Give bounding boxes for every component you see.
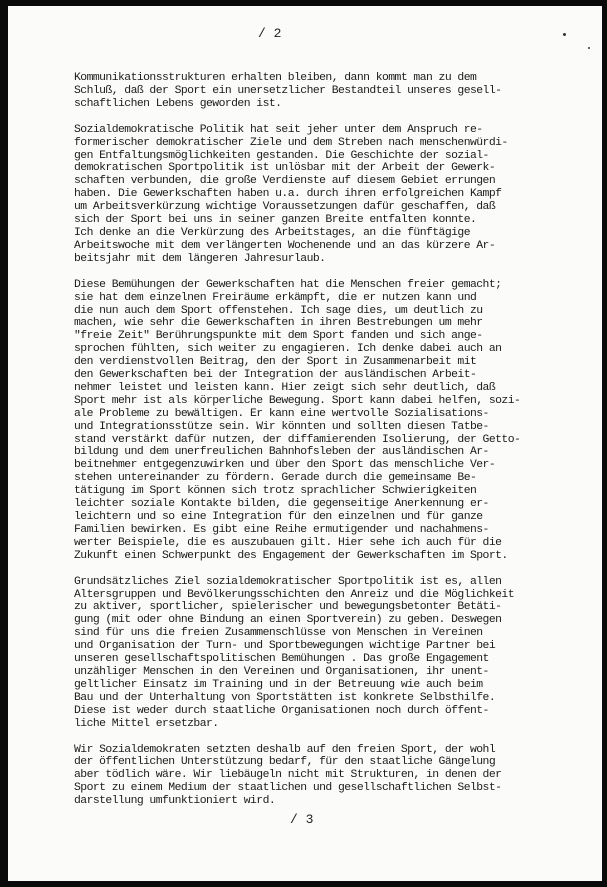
text-line: den verdienstvollen Beitrag, den der Sport in Zusammenarbeit mit <box>74 356 477 369</box>
text-line: leichter soziale Kontakte bilden, die gegenseitige Anerkennung er- <box>74 498 489 511</box>
text-line: Kommunikationsstrukturen erhalten bleiben, dann kommt man zu dem <box>74 72 477 84</box>
text-line: der öffentlichen Unterstützung bedarf, für den staatliche Gängelung <box>74 756 496 769</box>
text-line: Zukunft einen Schwerpunkt des Engagement der Gewerkschaften im Sport. <box>74 549 508 562</box>
text-line: Arbeitswoche mit dem verlängerten Wochenende und an das kürzere Ar- <box>74 239 496 252</box>
text-line: schaften verbunden, die große Verdienste auf diesem Gebiet errungen <box>74 175 496 188</box>
text-line: nehmer leistet und leisten kann. Hier zeigt sich sehr deutlich, daß <box>74 381 496 394</box>
text-line: tätigung im Sport können sich trotz sprachlicher Schwierigkeiten <box>74 485 477 498</box>
text-line: beitnehmer entgegenzuwirken und über den Sport das menschliche Ver- <box>74 459 496 472</box>
paragraph <box>74 279 579 563</box>
next-page-number: / 3 <box>290 812 314 827</box>
text-line: bildung und dem unerfreulichen Bahnhofsleben der ausländischen Ar- <box>74 446 489 459</box>
paragraph <box>74 124 579 266</box>
text-line: stand verstärkt dafür nutzen, der diffamierenden Isolierung, der Getto- <box>74 433 521 446</box>
text-line: sie hat dem einzelnen Freiräume erkämpft, die er nutzen kann und <box>74 291 477 304</box>
text-line: Schluß, daß der Sport ein unersetzlicher Bestandteil unseres gesell- <box>74 84 502 97</box>
text-line: Grundsätzliches Ziel sozialdemokratischer Sportpolitik ist es, allen <box>74 575 502 588</box>
text-line: machen, wie sehr die Gewerkschaften in ihren Bestrebungen um mehr <box>74 317 483 330</box>
text-line: beitsjahr mit dem längeren Jahresurlaub. <box>74 252 326 265</box>
text-line: die nun auch dem Sport offenstehen. Ich sage dies, um deutlich zu <box>74 304 483 317</box>
text-line: gen Entfaltungsmöglichkeiten gestanden. Die Geschichte der sozial- <box>74 149 489 162</box>
text-line: den Gewerkschaften bei der Integration der ausländischen Arbeit- <box>74 369 477 382</box>
text-line: geltlicher Einsatz im Training und in der Betreuung wie auch beim <box>74 678 483 691</box>
text-line: Sport mehr ist als körperliche Bewegung. Sport kann dabei helfen, sozi- <box>74 394 521 407</box>
scan-speck <box>588 47 590 49</box>
text-line: und Integrationsstütze sein. Wir könnten und sollten diesen Tatbe- <box>74 420 489 433</box>
document-page <box>8 6 602 881</box>
text-line: Sozialdemokratische Politik hat seit jeher unter dem Anspruch re- <box>74 123 483 136</box>
text-line: darstellung umfunktioniert wird. <box>74 795 276 808</box>
page-number: / 2 <box>258 26 282 41</box>
text-line: gung (mit oder ohne Bindung an einen Sportverein) zu geben. Deswegen <box>74 614 502 627</box>
text-line: "freie Zeit" Berührungspunkte mit dem Sport fanden und sich ange- <box>74 330 483 343</box>
body-text <box>74 72 579 821</box>
text-line: aber tödlich wäre. Wir liebäugeln nicht mit Strukturen, in denen der <box>74 769 502 782</box>
text-line: formerischer demokratischer Ziele und dem Streben nach menschenwürdi- <box>74 136 508 149</box>
text-line: Diese Bemühungen der Gewerkschaften hat die Menschen freier gemacht; <box>74 278 502 291</box>
text-line: liche Mittel ersetzbar. <box>74 717 219 730</box>
text-line: leichtern und so eine Integration für den einzelnen und für ganze <box>74 511 483 523</box>
text-line: Familien bewirken. Es gibt eine Reihe ermutigender und nachahmens- <box>74 523 489 536</box>
paragraph <box>74 576 579 731</box>
text-line: Wir Sozialdemokraten setzten deshalb auf den freien Sport, der wohl <box>74 743 496 756</box>
paragraph <box>74 744 579 809</box>
text-line: sind für uns die freien Zusammenschlüsse von Menschen in Vereinen <box>74 627 483 640</box>
paragraph <box>74 72 579 111</box>
text-line: unseren gesellschaftspolitischen Bemühungen . Das große Engagement <box>74 653 489 666</box>
text-line: Diese ist weder durch staatliche Organisationen noch durch öffent- <box>74 704 489 717</box>
text-line: zu aktiver, sportlicher, spielerischer und bewegungsbetonter Betäti- <box>74 601 502 614</box>
text-line: Sport zu einem Medium der staatlichen und gesellschaftlichen Selbst- <box>74 782 502 795</box>
text-line: sprochen fühlten, sich weiter zu engagieren. Ich denke dabei auch an <box>74 343 502 356</box>
text-line: und Organisation der Turn- und Sportbewegungen wichtige Partner bei <box>74 640 496 653</box>
text-line: demokratischen Sportpolitik ist unlösbar mit der Arbeit der Gewerk- <box>74 162 496 175</box>
scan-speck <box>563 33 566 36</box>
text-line: stehen untereinander zu fördern. Gerade durch die gemeinsame Be- <box>74 472 477 485</box>
text-line: Altersgruppen und Bevölkerungsschichten den Anreiz und die Möglichkeit <box>74 588 514 601</box>
text-line: haben. Die Gewerkschaften haben u.a. durch ihren erfolgreichen Kampf <box>74 188 502 201</box>
text-line: um Arbeitsverkürzung wichtige Voraussetzungen dafür geschaffen, daß <box>74 201 496 214</box>
text-line: sich der Sport bei uns in seiner ganzen Breite entfalten konnte. <box>74 214 477 227</box>
text-line: werter Beispiele, die es auszubauen gilt. Hier sehe ich auch für die <box>74 536 502 549</box>
text-line: schaftlichen Lebens geworden ist. <box>74 97 282 110</box>
text-line: Ich denke an die Verkürzung des Arbeitstages, an die fünftägige <box>74 226 470 239</box>
text-line: unzähliger Menschen in den Vereinen und Organisationen, ihr unent- <box>74 665 489 678</box>
text-line: Bau und der Unterhaltung von Sportstätten ist konkrete Selbsthilfe. <box>74 691 496 704</box>
text-line: ale Probleme zu bewältigen. Er kann eine wertvolle Sozialisations- <box>74 407 489 420</box>
